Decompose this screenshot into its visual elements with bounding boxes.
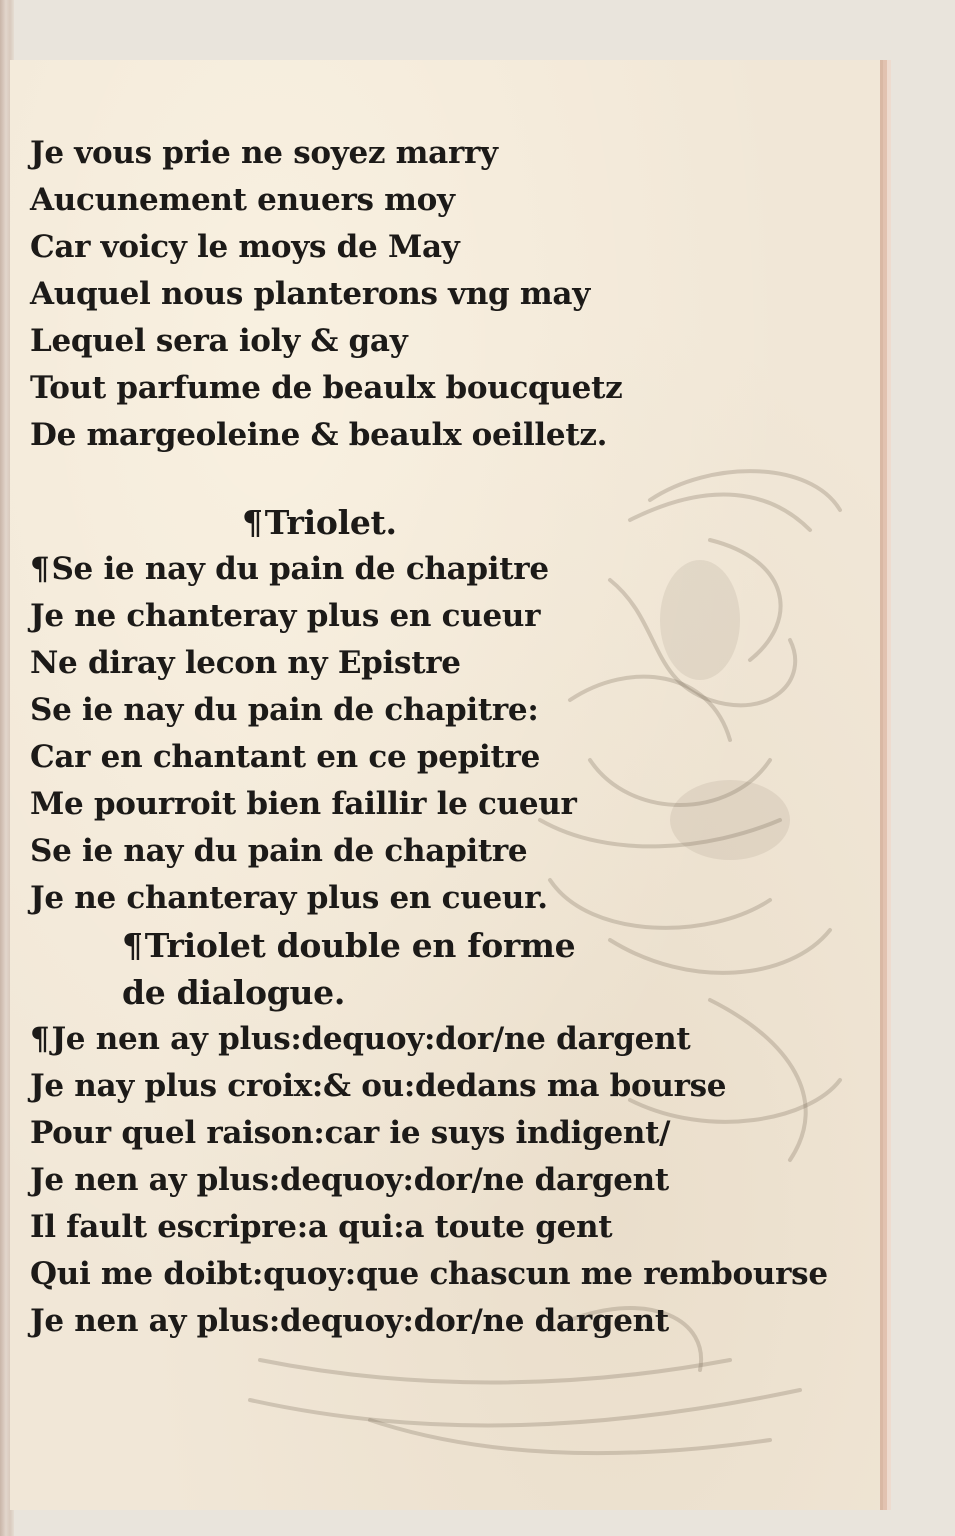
verse-line bbox=[30, 1016, 830, 1063]
verse-text: Je nen ay plus:dequoy:dor/ne dargent bbox=[51, 1021, 691, 1057]
pilcrow-mark: ¶ bbox=[30, 1021, 50, 1057]
verse-line: Qui me doibt:quoy:que chascun me rembourse bbox=[30, 1256, 828, 1292]
triolet-poem bbox=[30, 546, 830, 922]
verse-line: Je nen ay plus:dequoy:dor/ne dargent bbox=[30, 1162, 669, 1198]
triolet-double-title: Triolet double en forme bbox=[144, 926, 576, 965]
verse-line: Tout parfume de beaulx boucquetz bbox=[30, 370, 623, 406]
pilcrow-mark: ¶ bbox=[242, 503, 263, 542]
verse-line bbox=[30, 546, 830, 593]
verse-line: Car voicy le moys de May bbox=[30, 229, 460, 265]
verse-line: Aucunement enuers moy bbox=[30, 182, 455, 218]
stanza-1 bbox=[30, 130, 830, 459]
verse-line: Me pourroit bien faillir le cueur bbox=[30, 786, 577, 822]
verse-line: Il fault escripre:a qui:a toute gent bbox=[30, 1209, 613, 1245]
verse-line: Je vous prie ne soyez marry bbox=[30, 135, 498, 171]
verse-line: Lequel sera ioly & gay bbox=[30, 323, 408, 359]
verse-line: Se ie nay du pain de chapitre bbox=[30, 833, 528, 869]
verse-text: Se ie nay du pain de chapitre bbox=[51, 551, 549, 587]
verse-line: Je ne chanteray plus en cueur bbox=[30, 598, 541, 634]
verse-line: Je ne chanteray plus en cueur. bbox=[30, 880, 548, 916]
verse-line: De margeoleine & beaulx oeilletz. bbox=[30, 417, 608, 453]
triolet-heading bbox=[30, 499, 830, 546]
verse-line: Se ie nay du pain de chapitre: bbox=[30, 692, 539, 728]
triolet-double-poem bbox=[30, 1016, 830, 1345]
verse-line: Auquel nous planterons vng may bbox=[30, 276, 590, 312]
triolet-title: Triolet. bbox=[264, 503, 397, 542]
verse-line: Je nen ay plus:dequoy:dor/ne dargent bbox=[30, 1303, 669, 1339]
verse-line: Car en chantant en ce pepitre bbox=[30, 739, 541, 775]
verse-line: Pour quel raison:car ie suys indigent/ bbox=[30, 1115, 671, 1151]
verse-line: Ne diray lecon ny Epistre bbox=[30, 645, 461, 681]
pilcrow-mark: ¶ bbox=[30, 551, 50, 587]
text-block bbox=[30, 130, 830, 1345]
pilcrow-mark: ¶ bbox=[122, 926, 143, 965]
triolet-double-subtitle: de dialogue. bbox=[122, 973, 346, 1012]
paper-page bbox=[10, 60, 883, 1510]
verse-line: Je nay plus croix:& ou:dedans ma bourse bbox=[30, 1068, 727, 1104]
triolet-double-heading bbox=[30, 922, 830, 969]
